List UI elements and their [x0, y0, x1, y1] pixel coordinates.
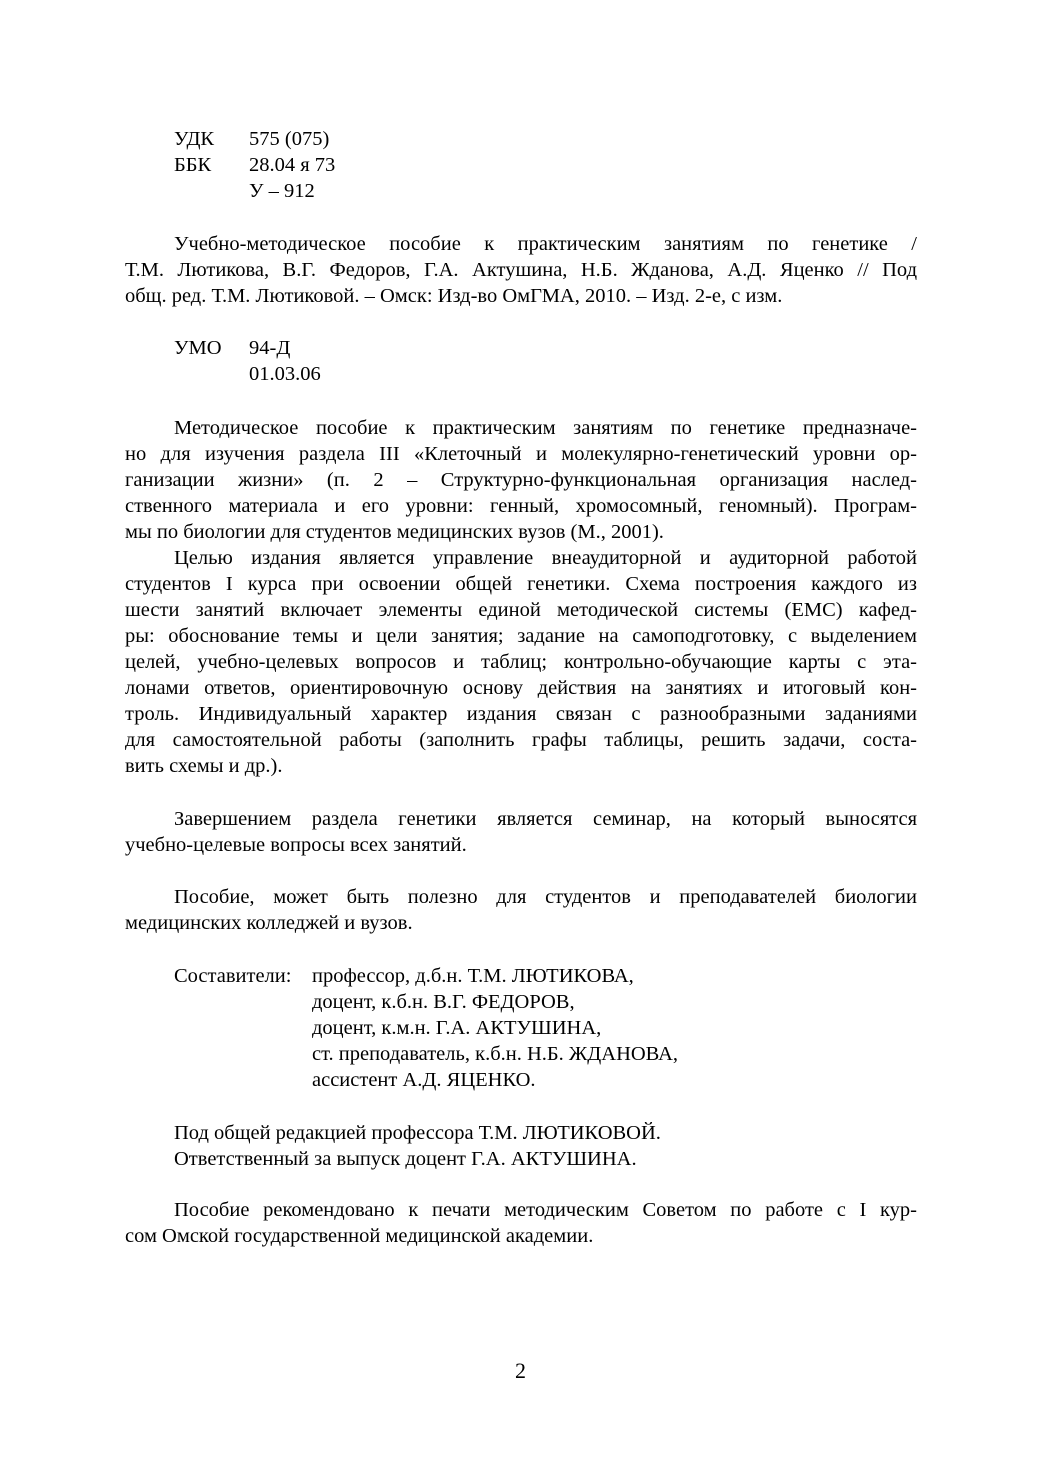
compilers-label: Составители: — [174, 965, 292, 987]
udk-label: УДК — [174, 128, 215, 150]
abstract-line: Методическое пособие к практическим занятиям по генетике предназначе- — [174, 417, 917, 439]
compiler-item: ассистент А.Д. ЯЦЕНКО. — [312, 1069, 536, 1091]
compiler-item: доцент, к.м.н. Г.А. АКТУШИНА, — [312, 1017, 602, 1039]
udk-value: 575 (075) — [249, 128, 330, 150]
abstract-line: медицинских колледжей и вузов. — [125, 912, 413, 934]
abstract-line: Пособие, может быть полезно для студентов и преподавателей биологии — [174, 886, 917, 908]
citation-line: общ. ред. Т.М. Лютиковой. – Омск: Изд-во ОмГМА, 2010. – Изд. 2-е, с изм. — [125, 285, 783, 307]
compiler-item: ст. преподаватель, к.б.н. Н.Б. ЖДАНОВА, — [312, 1043, 678, 1065]
abstract-line: шести занятий включает элементы единой методической системы (ЕМС) кафед- — [125, 599, 917, 621]
abstract-line: мы по биологии для студентов медицинских вузов (М., 2001). — [125, 521, 664, 543]
abstract-line: лонами ответов, ориентировочную основу действия на занятиях и итоговый кон- — [125, 677, 917, 699]
responsible-line: Ответственный за выпуск доцент Г.А. АКТУШИНА. — [174, 1148, 637, 1170]
abstract-line: Целью издания является управление внеаудиторной и аудиторной работой — [174, 547, 917, 569]
abstract-line: ственного материала и его уровни: генный, хромосомный, геномный). Програм- — [125, 495, 917, 517]
recommendation-line: Пособие рекомендовано к печати методическим Советом по работе с I кур- — [174, 1199, 917, 1221]
abstract-line: но для изучения раздела III «Клеточный и молекулярно-генетический уровни ор- — [125, 443, 917, 465]
umo-code: 94-Д — [249, 337, 291, 359]
citation-line: Учебно-методическое пособие к практическим занятиям по генетике / — [174, 233, 917, 255]
bbk-value: 28.04 я 73 — [249, 154, 336, 176]
bbk-label: ББК — [174, 154, 212, 176]
abstract-line: ры: обоснование темы и цели занятия; задание на самоподготовку, с выделением — [125, 625, 917, 647]
abstract-line: ганизации жизни» (п. 2 – Структурно-функциональная организация наслед- — [125, 469, 917, 491]
abstract-line: студентов I курса при освоении общей генетики. Схема построения каждого из — [125, 573, 917, 595]
compiler-item: доцент, к.б.н. В.Г. ФЕДОРОВ, — [312, 991, 575, 1013]
abstract-line: целей, учебно-целевых вопросов и таблиц; контрольно-обучающие карты с эта- — [125, 651, 917, 673]
umo-date: 01.03.06 — [249, 363, 321, 385]
abstract-line: вить схемы и др.). — [125, 755, 283, 777]
page-number: 2 — [515, 1358, 526, 1383]
abstract-line: для самостоятельной работы (заполнить графы таблицы, решить задачи, соста- — [125, 729, 917, 751]
author-mark: У – 912 — [249, 180, 315, 202]
umo-label: УМО — [174, 337, 222, 359]
recommendation-line: сом Омской государственной медицинской академии. — [125, 1225, 594, 1247]
editor-line: Под общей редакцией профессора Т.М. ЛЮТИКОВОЙ. — [174, 1122, 661, 1144]
abstract-line: Завершением раздела генетики является семинар, на который выносятся — [174, 808, 917, 830]
citation-line: Т.М. Лютикова, В.Г. Федоров, Г.А. Актушина, Н.Б. Жданова, А.Д. Яценко // Под — [125, 259, 917, 281]
compiler-item: профессор, д.б.н. Т.М. ЛЮТИКОВА, — [312, 965, 634, 987]
abstract-line: учебно-целевые вопросы всех занятий. — [125, 834, 467, 856]
abstract-line: троль. Индивидуальный характер издания связан с разнообразными заданиями — [125, 703, 917, 725]
